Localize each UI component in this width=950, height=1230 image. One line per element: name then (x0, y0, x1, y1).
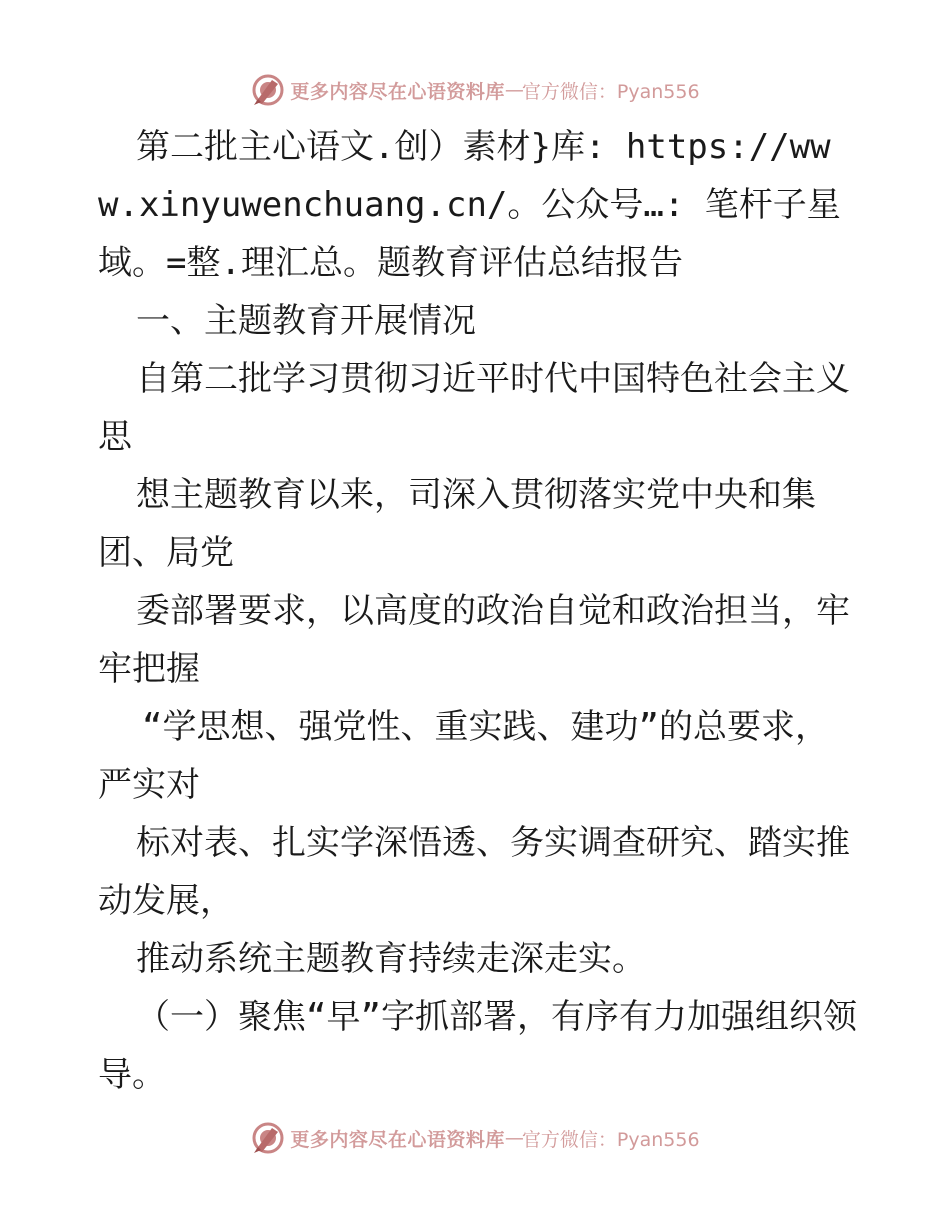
document-body (98, 118, 858, 1104)
watermark-dash: — (504, 1127, 522, 1149)
watermark-header (0, 70, 950, 110)
watermark-brand-text: 更多内容尽在心语资料库 (290, 80, 505, 103)
doc-paragraph: 标对表、扎实学深悟透、务实调查研究、踏实推动发展， (98, 823, 850, 921)
doc-section-heading: 一、主题教育开展情况 (136, 301, 476, 341)
pen-logo-icon (250, 72, 286, 108)
watermark-dash: — (504, 79, 522, 101)
doc-paragraph: 自第二批学习贯彻习近平时代中国特色社会主义思 (98, 359, 850, 457)
doc-paragraph: 委部署要求，以高度的政治自觉和政治担当，牢牢把握 (98, 591, 850, 689)
doc-paragraph-title: 第二批主心语文.创）素材}库: https://www.xinyuwenchuang.cn/。公众号…: 笔杆子星域。=整.理汇总。题教育评估总结报告 (98, 127, 841, 283)
doc-paragraph: 推动系统主题教育持续走深走实。 (136, 939, 646, 979)
watermark-contact-text: 官方微信：Pyan556 (521, 80, 700, 103)
pen-logo-icon (250, 1120, 286, 1156)
watermark-brand-text: 更多内容尽在心语资料库 (290, 1128, 505, 1151)
doc-paragraph: 想主题教育以来，司深入贯彻落实党中央和集团、局党 (98, 475, 816, 573)
watermark-contact-text: 官方微信：Pyan556 (521, 1128, 700, 1151)
watermark-footer (0, 1118, 950, 1158)
doc-paragraph: “学思想、强党性、重实践、建功”的总要求，严实对 (98, 707, 829, 805)
doc-subsection-heading: （一）聚焦“早”字抓部署，有序有力加强组织领导。 (98, 997, 857, 1095)
